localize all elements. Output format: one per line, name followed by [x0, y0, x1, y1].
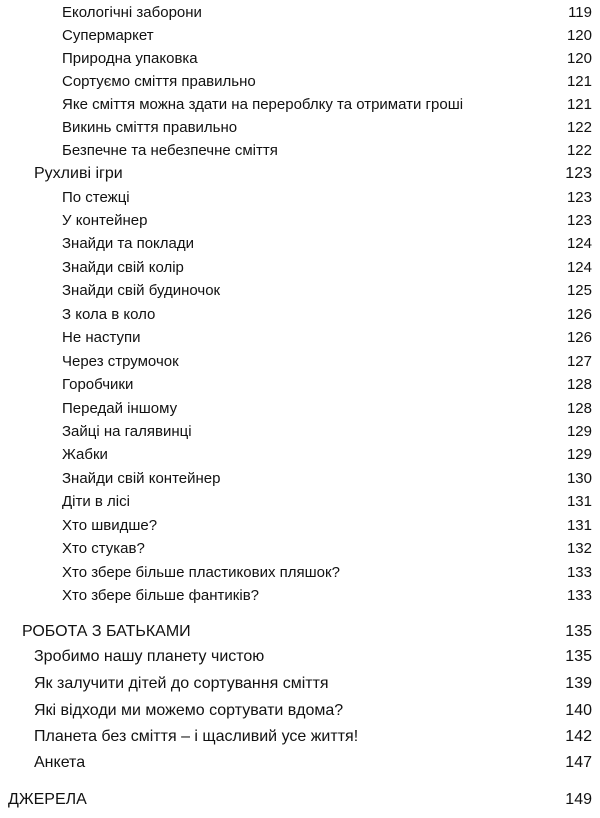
- toc-entry-title: По стежці: [62, 189, 130, 206]
- toc-subsection: [0, 700, 600, 722]
- toc-entry-page: 128: [566, 376, 592, 393]
- toc-entry-title: З кола в коло: [62, 306, 156, 323]
- toc-entry-title: Не наступи: [62, 329, 141, 346]
- toc-entry-title: Анкета: [34, 754, 86, 771]
- toc-entry-title: Рухливі ігри: [34, 165, 123, 182]
- toc-entry: [0, 2, 600, 24]
- toc-section-title: РОБОТА З БАТЬКАМИ: [22, 623, 191, 640]
- toc-entry: [0, 117, 600, 139]
- toc-entry: [0, 140, 600, 162]
- toc-entry: [0, 374, 600, 396]
- toc-entry: [0, 351, 600, 373]
- toc-entry: [0, 304, 600, 326]
- toc-section: [0, 621, 600, 643]
- toc-entry-page: 131: [566, 517, 592, 534]
- toc-entry: [0, 538, 600, 560]
- toc-entry-page: 120: [566, 27, 592, 44]
- toc-entry-title: Супермаркет: [62, 27, 154, 44]
- toc-entry-page: 123: [565, 165, 592, 182]
- toc-entry: [0, 48, 600, 70]
- toc-entry-page: 120: [566, 50, 592, 67]
- toc-entry: [0, 562, 600, 584]
- toc-entry-title: Хто швидше?: [62, 517, 158, 534]
- toc-entry-title: Хто збере більше фантиків?: [62, 587, 259, 604]
- toc-entry-page: 147: [565, 754, 592, 771]
- toc-section-title: ДЖЕРЕЛА: [8, 791, 87, 808]
- toc-entry-page: 125: [566, 282, 592, 299]
- toc-entry: [0, 94, 600, 116]
- toc-entry-title: Як залучити дітей до сортування сміття: [34, 675, 329, 692]
- toc-entry: [0, 233, 600, 255]
- toc-section-page: 149: [565, 791, 592, 808]
- toc-entry-title: У контейнер: [62, 212, 148, 229]
- toc-entry-title: Знайди свій колір: [62, 259, 184, 276]
- toc-entry: [0, 187, 600, 209]
- toc-entry-page: 133: [566, 564, 592, 581]
- toc-entry: [0, 468, 600, 490]
- toc-entry-page: 124: [566, 235, 592, 252]
- toc-entry: [0, 585, 600, 607]
- toc-entry-page: 124: [566, 259, 592, 276]
- toc-entry-page: 135: [565, 648, 592, 665]
- toc-entry-title: Через струмочок: [62, 353, 179, 370]
- toc-entry-title: Хто збере більше пластикових пляшок?: [62, 564, 340, 581]
- toc-entry-page: 133: [566, 587, 592, 604]
- toc-entry-title: Екологічні заборони: [62, 4, 202, 21]
- toc-entry-page: 132: [566, 540, 592, 557]
- toc-entry-title: Знайди та поклади: [62, 235, 194, 252]
- toc-entry: [0, 398, 600, 420]
- toc-entry-page: 128: [566, 400, 592, 417]
- toc-entry-page: 122: [566, 119, 592, 136]
- toc-entry-title: Природна упаковка: [62, 50, 198, 67]
- toc-entry-page: 142: [565, 728, 592, 745]
- toc-entry-page: 139: [565, 675, 592, 692]
- toc-section-page: 135: [565, 623, 592, 640]
- toc-entry-page: 123: [566, 189, 592, 206]
- toc-entry-title: Планета без сміття – і щасливий усе життя!: [34, 728, 359, 745]
- toc-entry: [0, 327, 600, 349]
- toc-entry-page: 140: [565, 702, 592, 719]
- toc-entry: [0, 25, 600, 47]
- toc-entry-title: Діти в лісі: [62, 493, 130, 510]
- toc-entry-page: 127: [566, 353, 592, 370]
- toc-entry-title: Горобчики: [62, 376, 134, 393]
- toc-entry-page: 123: [566, 212, 592, 229]
- toc-entry-title: Жабки: [62, 446, 108, 463]
- toc-entry-page: 121: [566, 73, 592, 90]
- toc-entry-title: Знайди свій будиночок: [62, 282, 221, 299]
- toc-subsection: [0, 673, 600, 695]
- toc-subsection: [0, 752, 600, 774]
- toc-entry: [0, 421, 600, 443]
- toc-entry-page: 121: [566, 96, 592, 113]
- toc-subsection: [0, 163, 600, 185]
- toc-entry-title: Сортуємо сміття правильно: [62, 73, 256, 90]
- toc-entry-title: Викинь сміття правильно: [62, 119, 238, 136]
- toc-entry: [0, 491, 600, 513]
- toc-entry-page: 126: [566, 329, 592, 346]
- toc-entry-title: Хто стукав?: [62, 540, 145, 557]
- toc-subsection: [0, 646, 600, 668]
- toc-entry-title: Зробимо нашу планету чистою: [34, 648, 265, 665]
- toc-entry-title: Безпечне та небезпечне сміття: [62, 142, 278, 159]
- toc-entry: [0, 444, 600, 466]
- toc-entry-title: Зайці на галявинці: [62, 423, 192, 440]
- toc-entry: [0, 210, 600, 232]
- toc-entry-page: 122: [566, 142, 592, 159]
- toc-entry-title: Які відходи ми можемо сортувати вдома?: [34, 702, 344, 719]
- toc-entry: [0, 71, 600, 93]
- toc-entry-page: 129: [566, 423, 592, 440]
- toc-entry-page: 126: [566, 306, 592, 323]
- toc-entry: [0, 515, 600, 537]
- toc-entry-title: Яке сміття можна здати на перероблку та отримати гроші: [62, 96, 464, 113]
- toc-entry-page: 130: [566, 470, 592, 487]
- toc-entry-title: Знайди свій контейнер: [62, 470, 221, 487]
- toc-subsection: [0, 726, 600, 748]
- toc-entry-page: 129: [566, 446, 592, 463]
- toc-entry: [0, 257, 600, 279]
- toc-entry-title: Передай іншому: [62, 400, 178, 417]
- toc-entry-page: 119: [568, 4, 592, 21]
- toc-entry-page: 131: [566, 493, 592, 510]
- toc-section: [0, 789, 600, 811]
- toc-entry: [0, 280, 600, 302]
